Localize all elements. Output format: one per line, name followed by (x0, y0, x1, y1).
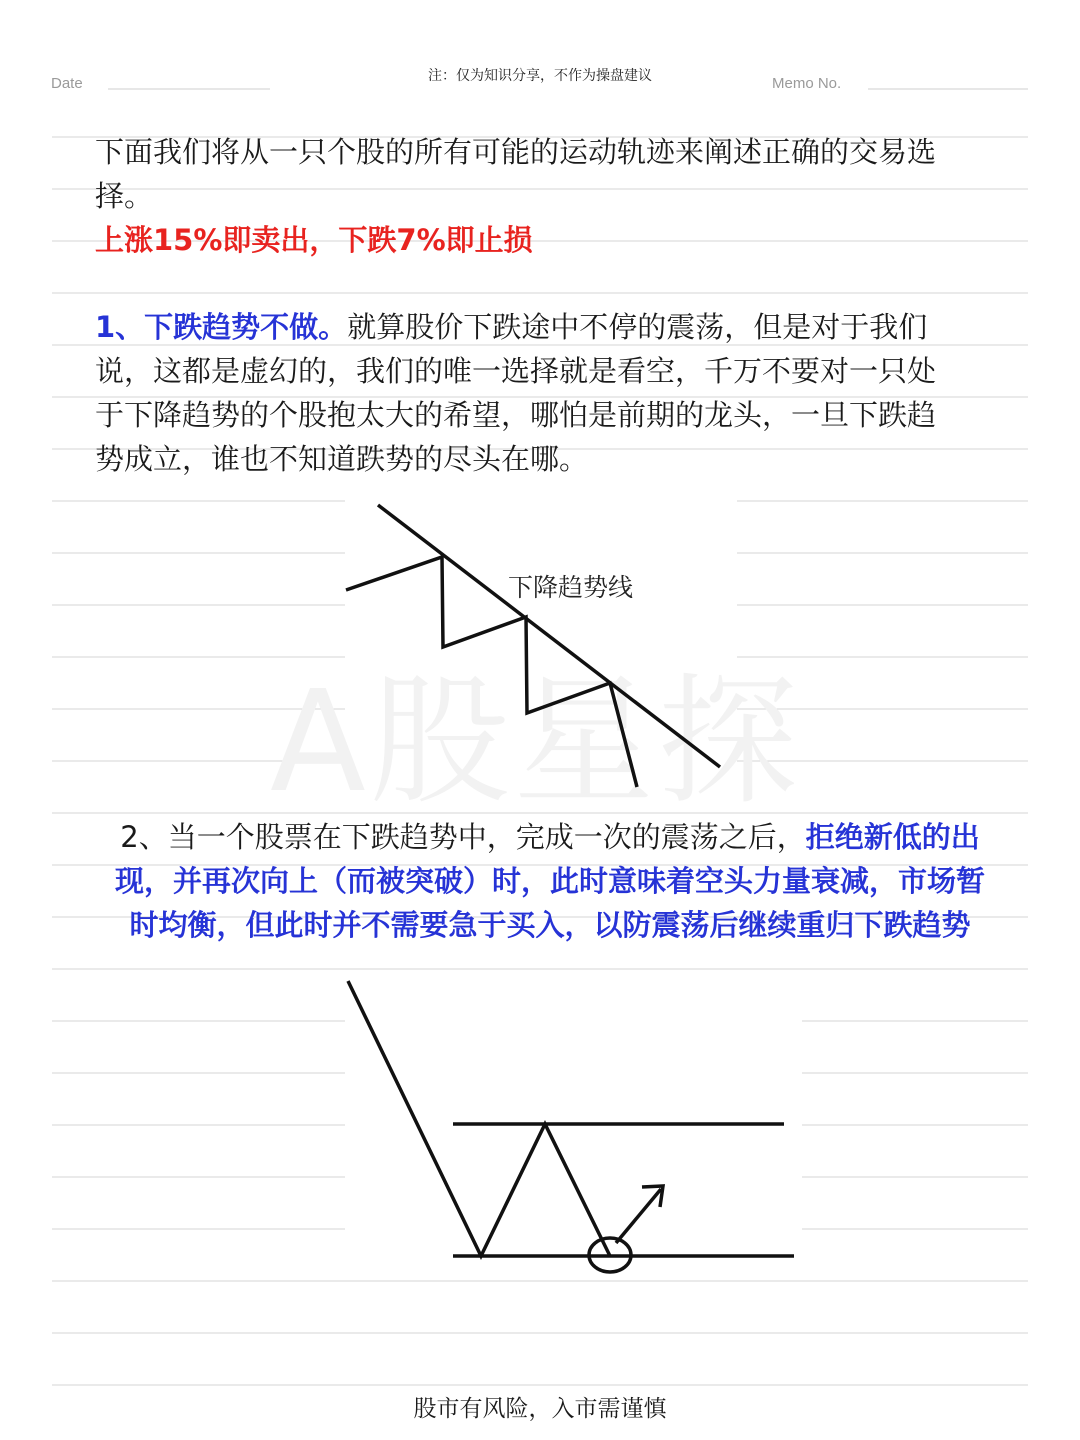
section-2-prefix: 2、当一个股票在下跌趋势中，完成一次的震荡之后， (120, 820, 806, 854)
intro-paragraph (95, 130, 1025, 262)
price-path (348, 981, 610, 1256)
section-1-line-3: 于下降趋势的个股抱太大的希望，哪怕是前期的龙头，一旦下跌趋 (95, 398, 937, 432)
downtrend-label: 下降趋势线 (508, 573, 634, 602)
memo-label: Memo No. (772, 75, 842, 92)
breakout-arrow-shaft (616, 1189, 661, 1243)
intro-line-1: 下面我们将从一只个股的所有可能的运动轨迹来阐述正确的交易选 (95, 135, 937, 169)
section-2-highlight-3: 时均衡，但此时并不需要急于买入，以防震荡后继续重归下跌趋势 (129, 908, 971, 942)
section-2-highlight-2: 现，并再次向上（而被突破）时，此时意味着空头力量衰减，市场暂 (114, 864, 985, 898)
downtrend-figure (340, 495, 740, 800)
date-label: Date (51, 75, 83, 92)
section-1-heading: 1、下跌趋势不做。 (95, 310, 348, 344)
section-1-line-4: 势成立，谁也不知道跌势的尽头在哪。 (95, 442, 589, 476)
section-1-line-1: 就算股价下跌途中不停的震荡，但是对于我们 (347, 310, 928, 344)
trading-rule: 上涨15%即卖出，下跌7%即止损 (95, 223, 533, 257)
section-1 (95, 305, 1025, 481)
downtrend-line (378, 505, 720, 767)
disclaimer-note: 注：仅为知识分享，不作为操盘建议 (428, 68, 652, 84)
risk-warning: 股市有风险，入市需谨慎 (413, 1396, 667, 1422)
section-1-line-2: 说，这都是虚幻的，我们的唯一选择就是看空，千万不要对一只处 (95, 354, 937, 388)
range-figure (340, 975, 800, 1285)
intro-line-2: 择。 (95, 179, 154, 213)
watermark: A股星探 (270, 661, 802, 824)
section-2-highlight-1: 拒绝新低的出 (805, 820, 980, 854)
section-2 (70, 815, 1030, 947)
